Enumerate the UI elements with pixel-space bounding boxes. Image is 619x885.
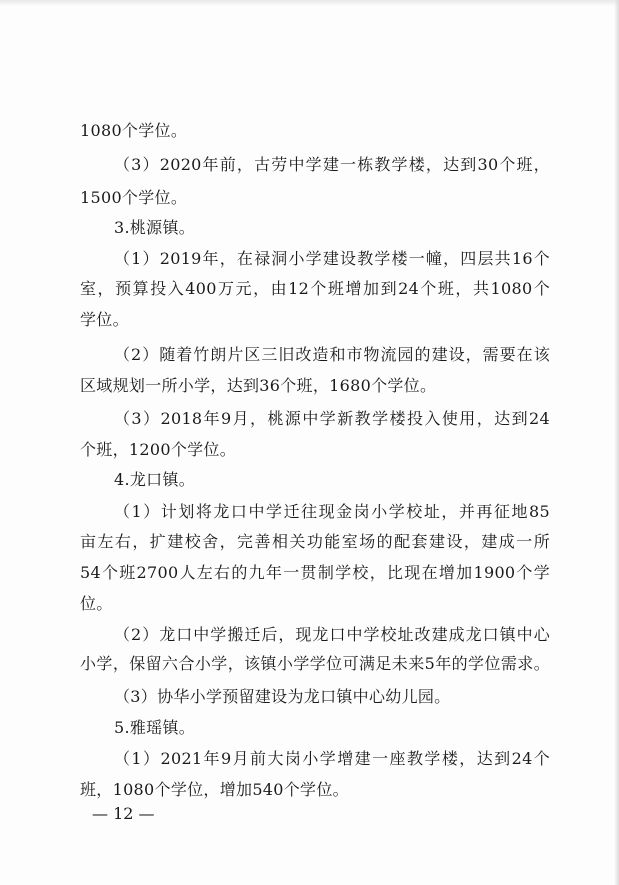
text-line-15: 54个班2700人左右的九年一贯制学校，比现在增加1900个学	[80, 563, 550, 582]
section-heading-taoyuan: 3.桃源镇。	[114, 218, 196, 237]
text-line-11: 个班，1200个学位。	[80, 440, 237, 459]
text-line-22: 班，1080个学位，增加540个学位。	[80, 780, 349, 799]
section-heading-yayao: 5.雅瑶镇。	[114, 718, 196, 737]
text-line-2: （3）2020年前，古劳中学建一栋教学楼，达到30个班，	[114, 155, 550, 174]
text-line-18: 小学，保留六合小学，该镇小学学位可满足未来5年的学位需求。	[80, 654, 550, 673]
text-line-5: （1）2019年，在禄洞小学建设教学楼一幢，四层共16个	[114, 249, 550, 268]
text-line-9: 区域规划一所小学，达到36个班，1680个学位。	[80, 376, 437, 395]
scan-shadow-top	[0, 0, 619, 6]
text-line-3: 1500个学位。	[80, 188, 188, 207]
section-heading-longkou: 4.龙口镇。	[114, 470, 196, 489]
scan-shadow-right	[614, 0, 619, 885]
text-line-6: 室，预算投入400万元，由12个班增加到24个班，共1080个	[80, 279, 550, 298]
page-number: — 12 —	[92, 804, 155, 823]
text-line-8: （2）随着竹朗片区三旧改造和市物流园的建设，需要在该	[114, 345, 550, 364]
text-line-16: 位。	[80, 594, 113, 613]
text-line-21: （1）2021年9月前大岗小学增建一座教学楼，达到24个	[114, 749, 550, 768]
text-line-7: 学位。	[80, 310, 129, 329]
text-line-1: 1080个学位。	[80, 121, 188, 140]
text-line-13: （1）计划将龙口中学迁往现金岗小学校址，并再征地85	[114, 502, 550, 521]
text-line-19: （3）协华小学预留建设为龙口镇中心幼儿园。	[114, 687, 451, 706]
text-line-14: 亩左右，扩建校舍，完善相关功能室场的配套建设，建成一所	[80, 532, 550, 551]
text-line-10: （3）2018年9月，桃源中学新教学楼投入使用，达到24	[114, 409, 550, 428]
text-line-17: （2）龙口中学搬迁后，现龙口中学校址改建成龙口镇中心	[114, 625, 550, 644]
